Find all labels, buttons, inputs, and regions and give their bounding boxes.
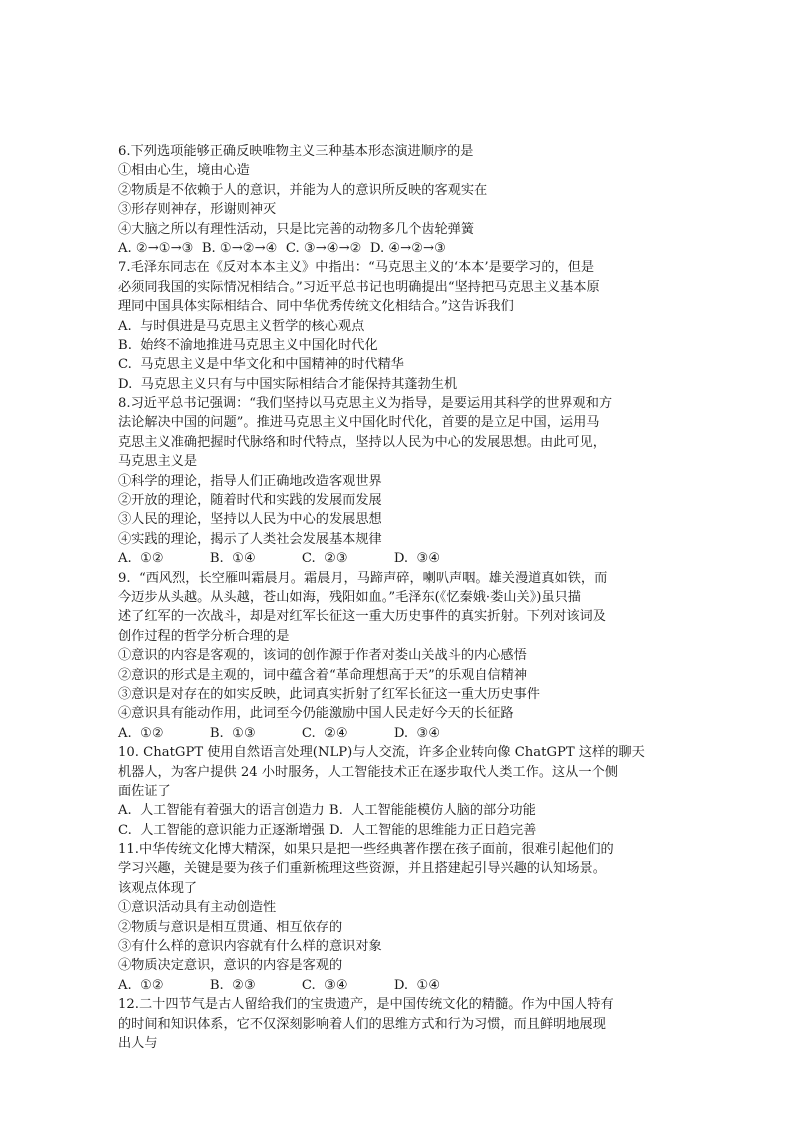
question-12-stem: 出人与: [118, 1035, 158, 1051]
question-11-stem: 该观点体现了: [118, 880, 198, 896]
q6-option-2: ②物质是不依赖于人的意识，并能为人的意识所反映的客观实在: [118, 182, 488, 198]
q8-option-1: ①科学的理论，指导人们正确地改造客观世界: [118, 473, 382, 489]
question-9-stem: 创作过程的哲学分析合理的是: [118, 628, 290, 644]
question-11-stem: 学习兴趣，关键是要为孩子们重新梳理这些资源，并且搭建起引导兴趣的认知场景。: [118, 861, 606, 877]
q6-option-1: ①相由心生，境由心造: [118, 163, 250, 179]
q11-option-4: ④物质决定意识，意识的内容是客观的: [118, 958, 343, 974]
question-9-stem: 述了红军的一次战斗，却是对红军长征这一重大历史事件的真实折射。下列对该词及: [118, 609, 606, 625]
question-12-stem: 的时间和知识体系，它不仅深刻影响着人们的思维方式和行为习惯，而且鲜明地展现: [118, 1016, 606, 1032]
question-7-stem: 必须同我国的实际情况相结合。”习近平总书记也明确提出“坚持把马克思主义基本原: [118, 279, 600, 295]
question-8-stem: 克思主义准确把握时代脉络和时代特点，坚持以人民为中心的发展思想。由此可见，: [118, 434, 606, 450]
q11-option-3: ③有什么样的意识内容就有什么样的意识对象: [118, 939, 382, 955]
q9-option-4: ④意识具有能动作用，此词至今仍能激励中国人民走好今天的长征路: [118, 706, 514, 722]
exam-page: [118, 142, 678, 1053]
q8-choices: A. ①② B. ①④ C. ②③ D. ③④: [118, 551, 441, 567]
q7-choice-a: A. 与时俱进是马克思主义哲学的核心观点: [118, 318, 365, 334]
q11-option-1: ①意识活动具有主动创造性: [118, 900, 277, 916]
q6-option-3: ③形存则神存，形谢则神灭: [118, 202, 277, 218]
q9-choices: A. ①② B. ①③ C. ②④ D. ③④: [118, 725, 441, 741]
question-12-stem: 12.二十四节气是古人留给我们的宝贵遗产，是中国传统文化的精髓。作为中国人特有: [118, 997, 614, 1013]
q6-choices: A. ②→①→③ B. ①→②→④ C. ③→④→② D. ④→②→③: [118, 240, 446, 256]
q10-choices-ab: A. 人工智能有着强大的语言创造力 B. 人工智能能模仿人脑的部分功能: [118, 803, 536, 819]
q9-option-3: ③意识是对存在的如实反映，此词真实折射了红军长征这一重大历史事件: [118, 686, 540, 702]
q9-option-2: ②意识的形式是主观的，词中蕴含着“革命理想高于天”的乐观自信精神: [118, 667, 528, 683]
q7-choice-c: C. 马克思主义是中华文化和中国精神的时代精华: [118, 357, 404, 373]
question-6-stem: 6.下列选项能够正确反映唯物主义三种基本形态演进顺序的是: [118, 144, 474, 159]
q11-option-2: ②物质与意识是相互贯通、相互依存的: [118, 919, 343, 935]
q10-choices-cd: C. 人工智能的意识能力正逐渐增强 D. 人工智能的思维能力正日趋完善: [118, 822, 537, 838]
question-7-stem: 理同中国具体实际相结合、同中华优秀传统文化相结合。”这告诉我们: [118, 299, 514, 315]
question-10-stem: 面佐证了: [118, 783, 171, 799]
q8-option-4: ④实践的理论，揭示了人类社会发展基本规律: [118, 531, 382, 547]
question-9-stem: 今迈步从头越。从头越，苍山如海，残阳如血。”毛泽东(《忆秦娥·娄山关》)虽只描: [118, 589, 581, 605]
question-10-stem: 机器人，为客户提供 24 小时服务，人工智能技术正在逐步取代人类工作。这从一个侧: [118, 764, 618, 780]
q11-choices: A. ①② B. ②③ C. ③④ D. ①④: [118, 977, 441, 993]
q6-option-4: ④大脑之所以有理性活动，只是比完善的动物多几个齿轮弹簧: [118, 221, 475, 237]
q8-option-3: ③人民的理论，坚持以人民为中心的发展思想: [118, 512, 382, 528]
question-8-stem: 法论解决中国的问题”。推进马克思主义中国化时代化，首要的是立足中国，运用马: [118, 415, 600, 431]
question-10-stem: 10. ChatGPT 使用自然语言处理(NLP)与人交流，许多企业转向像 ChatGPT 这样的聊天: [118, 745, 645, 761]
question-8-stem: 8.习近平总书记强调：“我们坚持以马克思主义为指导，是要运用其科学的世界观和方: [118, 396, 613, 412]
question-7-stem: 7.毛泽东同志在《反对本本主义》中指出：“马克思主义的‘本本’是要学习的，但是: [118, 260, 595, 276]
q9-option-1: ①意识的内容是客观的，该词的创作源于作者对娄山关战斗的内心感悟: [118, 648, 527, 664]
question-11-stem: 11.中华传统文化博大精深，如果只是把一些经典著作摆在孩子面前，很难引起他们的: [118, 842, 614, 858]
q7-choice-b: B. 始终不渝地推进马克思主义中国化时代化: [118, 337, 378, 353]
q8-option-2: ②开放的理论，随着时代和实践的发展而发展: [118, 493, 382, 509]
question-9-stem: 9. “西风烈，长空雁叫霜晨月。霜晨月，马蹄声碎，喇叭声咽。雄关漫道真如铁，而: [118, 570, 608, 586]
q7-choice-d: D. 马克思主义只有与中国实际相结合才能保持其蓬勃生机: [118, 376, 458, 392]
question-8-stem: 马克思主义是: [118, 454, 198, 470]
